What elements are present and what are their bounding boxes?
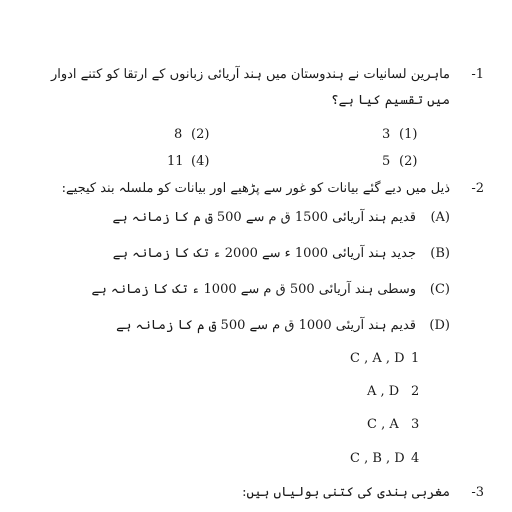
q1-option-4-value: 11 — [167, 154, 184, 169]
statement-a-label: (A) — [430, 210, 450, 225]
q1-option-4-label: (4) — [191, 154, 210, 169]
statement-a-text: قدیم ہند آریائی 1500 ق م سے 500 ق م کا زمانہ ہے — [112, 210, 416, 225]
statement-d-text: قدیم ہند آریئی 1000 ق م سے 500 ق م کا زمانہ ہے — [116, 318, 416, 333]
statement-d-label: (D) — [429, 318, 450, 333]
question-3-number: -3 — [471, 485, 484, 500]
question-1-text-line-2: میں تقسیم کیا ہے؟ — [330, 93, 450, 108]
statement-c-label: (C) — [429, 282, 450, 297]
question-2-number: -2 — [471, 181, 484, 196]
q1-option-1-value: 3 — [382, 127, 391, 142]
question-1-number: -1 — [471, 67, 484, 82]
question-2-text: ذیل میں دیے گئے بیانات کو غور سے پڑھیے اور بیانات کو ملسلہ بند کیجیے: — [61, 181, 450, 196]
question-3-text: مغربی ہندی کی کتنی بولیاں ہیں: — [242, 485, 450, 500]
q1-option-1-label: (1) — [399, 127, 418, 142]
question-1-text-line-1: ماہرین لسانیات نے ہندوستان میں ہند آریائی زبانوں کے ارتقا کو کتنے ادوار — [50, 67, 450, 82]
combination-1-value: C , A , D — [350, 351, 405, 366]
q1-option-2-label: (2) — [191, 127, 210, 142]
combination-2-number: 2 — [411, 384, 420, 399]
q1-option-2-value: 8 — [174, 127, 183, 142]
q1-option-3-label: (2) — [399, 154, 418, 169]
combination-4-value: C , B , D — [350, 451, 405, 466]
combination-4-number: 4 — [411, 451, 420, 466]
combination-2-value: A , D — [367, 384, 400, 399]
statement-b-text: جدید ہند آریائی 1000 ء سے 2000 ء تک کا زمانہ ہے — [112, 246, 416, 261]
statement-c-text: وسطی ہند آریائی 500 ق م سے 1000 ء تک کا زمانہ ہے — [91, 282, 416, 297]
combination-1-number: 1 — [411, 351, 420, 366]
combination-3-value: C , A — [367, 417, 399, 432]
combination-3-number: 3 — [411, 417, 420, 432]
q1-option-3-value: 5 — [382, 154, 391, 169]
statement-b-label: (B) — [430, 246, 450, 261]
